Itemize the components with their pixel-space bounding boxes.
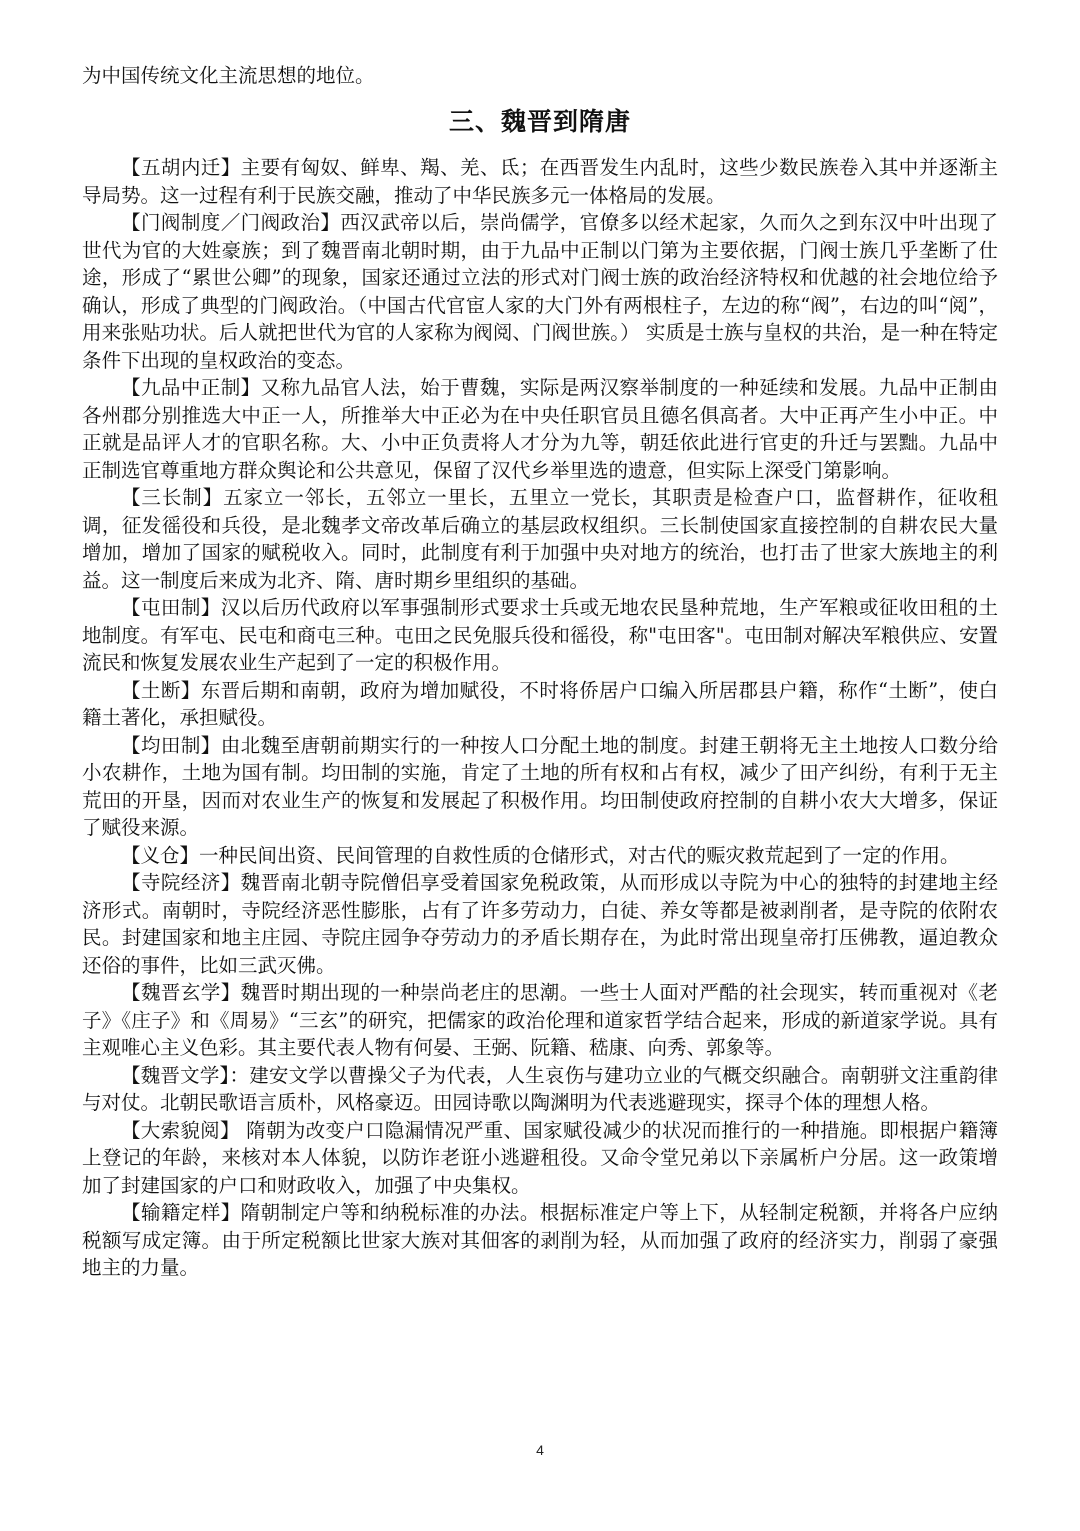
entry-term: 【三长制】 (121, 486, 224, 509)
entry-siyuan-jingji (82, 869, 998, 979)
entry-text: 汉以后历代政府以军事强制形式要求士兵或无地农民垦种荒地，生产军粮或征收田租的土地制度。有军屯、民屯和商屯三种。屯田之民免服兵役和徭役，称"屯田客"。屯田制对解决军粮供应、安置流民和恢复发展农业生产起到了一定的积极作用。 (82, 596, 998, 674)
entry-text: 又称九品官人法，始于曹魏，实际是两汉察举制度的一种延续和发展。九品中正制由各州郡分别推选大中正一人，所推举大中正必为在中央任职官员且德名俱高者。大中正再产生小中正。中正就是品评人才的官职名称。大、小中正负责将人才分为九等，朝廷依此进行官吏的升迁与罢黜。九品中正制选官尊重地方群众舆论和公共意见，保留了汉代乡举里选的遗意，但实际上深受门第影响。 (82, 376, 998, 482)
entry-jiupin-zhongzheng (82, 374, 998, 484)
entry-term: 【土断】 (121, 678, 201, 702)
entry-text: 东晋后期和南朝，政府为增加赋役，不时将侨居户口编入所居郡县户籍，称作“土断”，使白籍土著化，承担赋役。 (82, 678, 998, 729)
entry-term: 【屯田制】 (121, 596, 221, 619)
entry-sanzhang-zhi (82, 484, 998, 594)
entry-text: 隋朝为改变户口隐漏情况严重、国家赋役减少的状况而推行的一种措施。即根据户籍簿上登记的年龄，来核对本人体貌，以防诈老诳小逃避租役。又命令堂兄弟以下亲属析户分居。这一政策增加了封建国家的户口和财政收入，加强了中央集权。 (82, 1118, 998, 1197)
entry-dasuo-maoyue (82, 1117, 998, 1200)
document-page (82, 62, 998, 1282)
entry-term: 【义仓】 (121, 843, 200, 867)
entry-wuhu-neiqian (82, 154, 998, 209)
entry-juntian-zhi (82, 732, 998, 842)
entry-term: 【大索貌阅】 (121, 1118, 240, 1142)
section-title: 三、魏晋到隋唐 (448, 107, 631, 136)
entry-text: 魏晋时期出现的一种崇尚老庄的思潮。一些士人面对严酷的社会现实，转而重视对《老子》《庄子》和《周易》“三玄”的研究，把儒家的政治伦理和道家哲学结合起来，形成的新道家学说。具有主观唯心主义色彩。其主要代表人物有何晏、王弼、阮籍、嵇康、向秀、郭象等。 (82, 981, 998, 1059)
entry-shuji-dingyang (82, 1199, 998, 1282)
entry-tuntian-zhi (82, 594, 998, 677)
entry-menfa-zhidu (82, 209, 998, 374)
entry-term: 【均田制】 (121, 733, 221, 757)
entry-text: 魏晋南北朝寺院僧侣享受着国家免税政策，从而形成以寺院为中心的独特的封建地主经济形式。南朝时，寺院经济恶性膨胀，占有了许多劳动力，白徒、养女等都是被剥削者，是寺院的依附农民。封建国家和地主庄园、寺院庄园争夺劳动力的矛盾长期存在，为此时常出现皇帝打压佛教，逼迫教众还俗的事件，比如三武灭佛。 (82, 871, 998, 977)
entry-text: 隋朝制定户等和纳税标准的办法。根据标准定户等上下，从轻制定税额，并将各户应纳税额写成定簿。由于所定税额比世家大族对其佃客的剥削为轻，从而加强了政府的经济实力，削弱了豪强地主的力量。 (82, 1201, 998, 1279)
entry-term: 【五胡内迁】 (121, 156, 241, 179)
page-number: 4 (536, 1442, 544, 1458)
entry-text: 五家立一邻长，五邻立一里长，五里立一党长，其职责是检查户口，监督耕作，征收租调，征发徭役和兵役，是北魏孝文帝改革后确立的基层政权组织。三长制使国家直接控制的自耕农民大量增加，增加了国家的赋税收入。同时，此制度有利于加强中央对地方的统治，也打击了世家大族地主的利益。这一制度后来成为北齐、隋、唐时期乡里组织的基础。 (82, 486, 998, 592)
entry-weijin-xuanxue (82, 979, 998, 1062)
entry-yicang (82, 842, 998, 870)
entry-term: 【九品中正制】 (121, 376, 261, 399)
entry-term: 【魏晋文学】 (121, 1063, 230, 1087)
intro-tail-text: 为中国传统文化主流思想的地位。 (82, 64, 375, 87)
entry-term: 【魏晋玄学】 (121, 981, 241, 1004)
entry-weijin-wenxue (82, 1062, 998, 1117)
entry-term: 【寺院经济】 (121, 871, 241, 894)
entry-tuduan (82, 677, 998, 732)
entry-text: 主要有匈奴、鲜卑、羯、羌、氐；在西晋发生内乱时，这些少数民族卷入其中并逐渐主导局势。这一过程有利于民族交融，推动了中华民族多元一体格局的发展。 (82, 156, 998, 207)
entry-text: 由北魏至唐朝前期实行的一种按人口分配土地的制度。封建王朝将无主土地按人口数分给小农耕作，土地为国有制。均田制的实施，肯定了土地的所有权和占有权，减少了田产纠纷，有利于无主荒田的开垦，因而对农业生产的恢复和发展起了积极作用。均田制使政府控制的自耕小农大大增多，保证了赋役来源。 (82, 733, 998, 839)
entry-text: ：建安文学以曹操父子为代表，人生哀伤与建功立业的气概交织融合。南朝骈文注重韵律与对仗。北朝民歌语言质朴，风格豪迈。田园诗歌以陶渊明为代表逃避现实，探寻个体的理想人格。 (82, 1063, 998, 1114)
entry-term: 【输籍定样】 (121, 1201, 241, 1224)
entry-term: 【门阀制度／门阀政治】 (121, 211, 341, 234)
entry-text: 西汉武帝以后，崇尚儒学，官僚多以经术起家，久而久之到东汉中叶出现了世代为官的大姓豪族；到了魏晋南北朝时期，由于九品中正制以门第为主要依据，门阀士族几乎垄断了仕途，形成了“累世公卿”的现象，国家还通过立法的形式对门阀士族的政治经济特权和优越的社会地位给予确认，形成了典型的门阀政治。（中国古代官宦人家的大门外有两根柱子，左边的称“阀”，右边的叫“阅”，用来张贴功状。后人就把世代为官的人家称为阀阅、门阀世族。） 实质是士族与皇权的共治，是一种在特定条件下出现的皇权政治的变态。 (82, 211, 998, 372)
entry-text: 一种民间出资、民间管理的自救性质的仓储形式，对古代的赈灾救荒起到了一定的作用。 (199, 843, 960, 867)
